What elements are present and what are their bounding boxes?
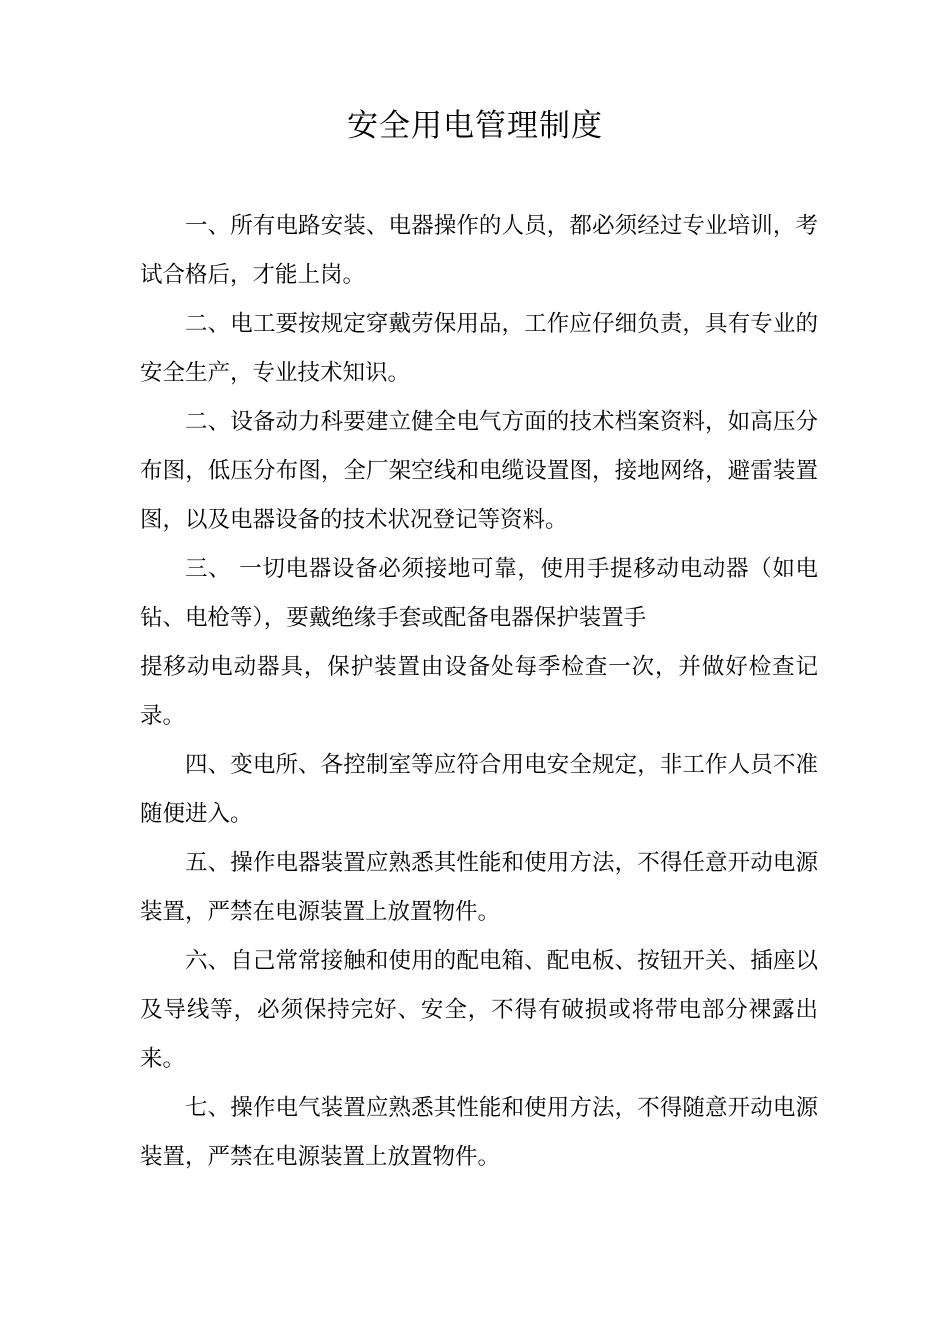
paragraph-4-continued: 提移动电动器具，保护装置由设备处每季检查一次，并做好检查记录。 bbox=[140, 654, 818, 729]
document-title: 安全用电管理制度 bbox=[347, 108, 603, 144]
paragraph-5: 四、变电所、各控制室等应符合用电安全规定，非工作人员不准随便进入。 bbox=[140, 752, 818, 827]
paragraph-1: 一、所有电路安装、电器操作的人员，都必须经过专业培训，考试合格后，才能上岗。 bbox=[140, 213, 818, 288]
document-body bbox=[140, 202, 818, 1182]
paragraph-8: 七、操作电气装置应熟悉其性能和使用方法，不得随意开动电源装置，严禁在电源装置上放置物件。 bbox=[140, 1095, 818, 1170]
paragraph-6: 五、操作电器装置应熟悉其性能和使用方法，不得任意开动电源装置，严禁在电源装置上放置物件。 bbox=[140, 850, 818, 925]
paragraph-7: 六、自己常常接触和使用的配电箱、配电板、按钮开关、插座以及导线等，必须保持完好、安全，不得有破损或将带电部分裸露出来。 bbox=[140, 948, 818, 1072]
paragraph-3: 二、设备动力科要建立健全电气方面的技术档案资料，如高压分布图，低压分布图，全厂架空线和电缆设置图，接地网络，避雷装置图，以及电器设备的技术状况登记等资料。 bbox=[140, 409, 818, 533]
paragraph-4: 三、 一切电器设备必须接地可靠，使用手提移动电动器（如电钻、电枪等），要戴绝缘手套或配备电器保护装置手 bbox=[140, 556, 818, 631]
paragraph-2: 二、电工要按规定穿戴劳保用品，工作应仔细负责，具有专业的安全生产，专业技术知识。 bbox=[140, 311, 818, 386]
